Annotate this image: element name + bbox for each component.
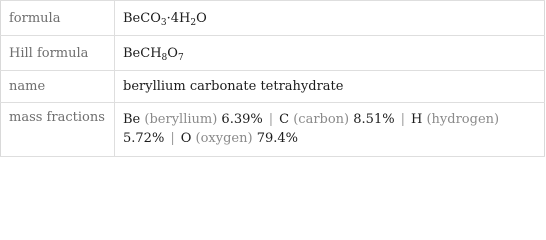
mass-fractions-label: mass fractions <box>1 103 115 157</box>
separator: | <box>400 112 405 127</box>
name-value: beryllium carbonate tetrahydrate <box>115 71 545 103</box>
element-percent: 6.39% <box>221 112 263 127</box>
hill-formula-value <box>115 36 545 71</box>
formula-row <box>1 1 545 36</box>
name-row <box>1 71 545 103</box>
element-name: (carbon) <box>293 112 350 127</box>
element-symbol: C <box>279 112 290 127</box>
hill-formula-row <box>1 36 545 71</box>
formula-subscript: 2 <box>190 17 197 28</box>
mass-fraction-beryllium <box>123 112 263 127</box>
element-name: (beryllium) <box>144 112 218 127</box>
separator: | <box>170 131 175 146</box>
mass-fraction-hydrogen <box>411 112 499 127</box>
formula-part: O <box>196 10 207 26</box>
element-name: (hydrogen) <box>426 112 500 127</box>
element-percent: 8.51% <box>353 112 395 127</box>
element-symbol: Be <box>123 112 141 127</box>
mass-fractions-value <box>115 103 545 157</box>
separator: | <box>268 112 274 127</box>
hill-formula-subscript: 8 <box>161 52 168 63</box>
mass-fraction-carbon <box>279 112 394 127</box>
hill-formula-part: BeCH <box>123 45 162 61</box>
hill-formula-label: Hill formula <box>1 36 115 71</box>
formula-label: formula <box>1 1 115 36</box>
formula-value <box>115 1 545 36</box>
name-label: name <box>1 71 115 103</box>
hill-formula-part: O <box>167 45 178 61</box>
mass-fraction-hydrogen-percent <box>123 131 164 146</box>
element-symbol: H <box>410 112 423 127</box>
mass-fractions-row <box>1 103 545 157</box>
element-percent: 79.4% <box>256 131 299 146</box>
element-percent: 5.72% <box>123 131 165 146</box>
element-name: (oxygen) <box>195 131 253 146</box>
element-symbol: O <box>180 131 192 146</box>
formula-part: BeCO <box>123 10 161 26</box>
hill-formula-subscript: 7 <box>177 52 184 63</box>
formula-part: ·4H <box>166 10 191 26</box>
mass-fraction-oxygen <box>181 131 298 146</box>
formula-subscript: 3 <box>160 17 167 28</box>
